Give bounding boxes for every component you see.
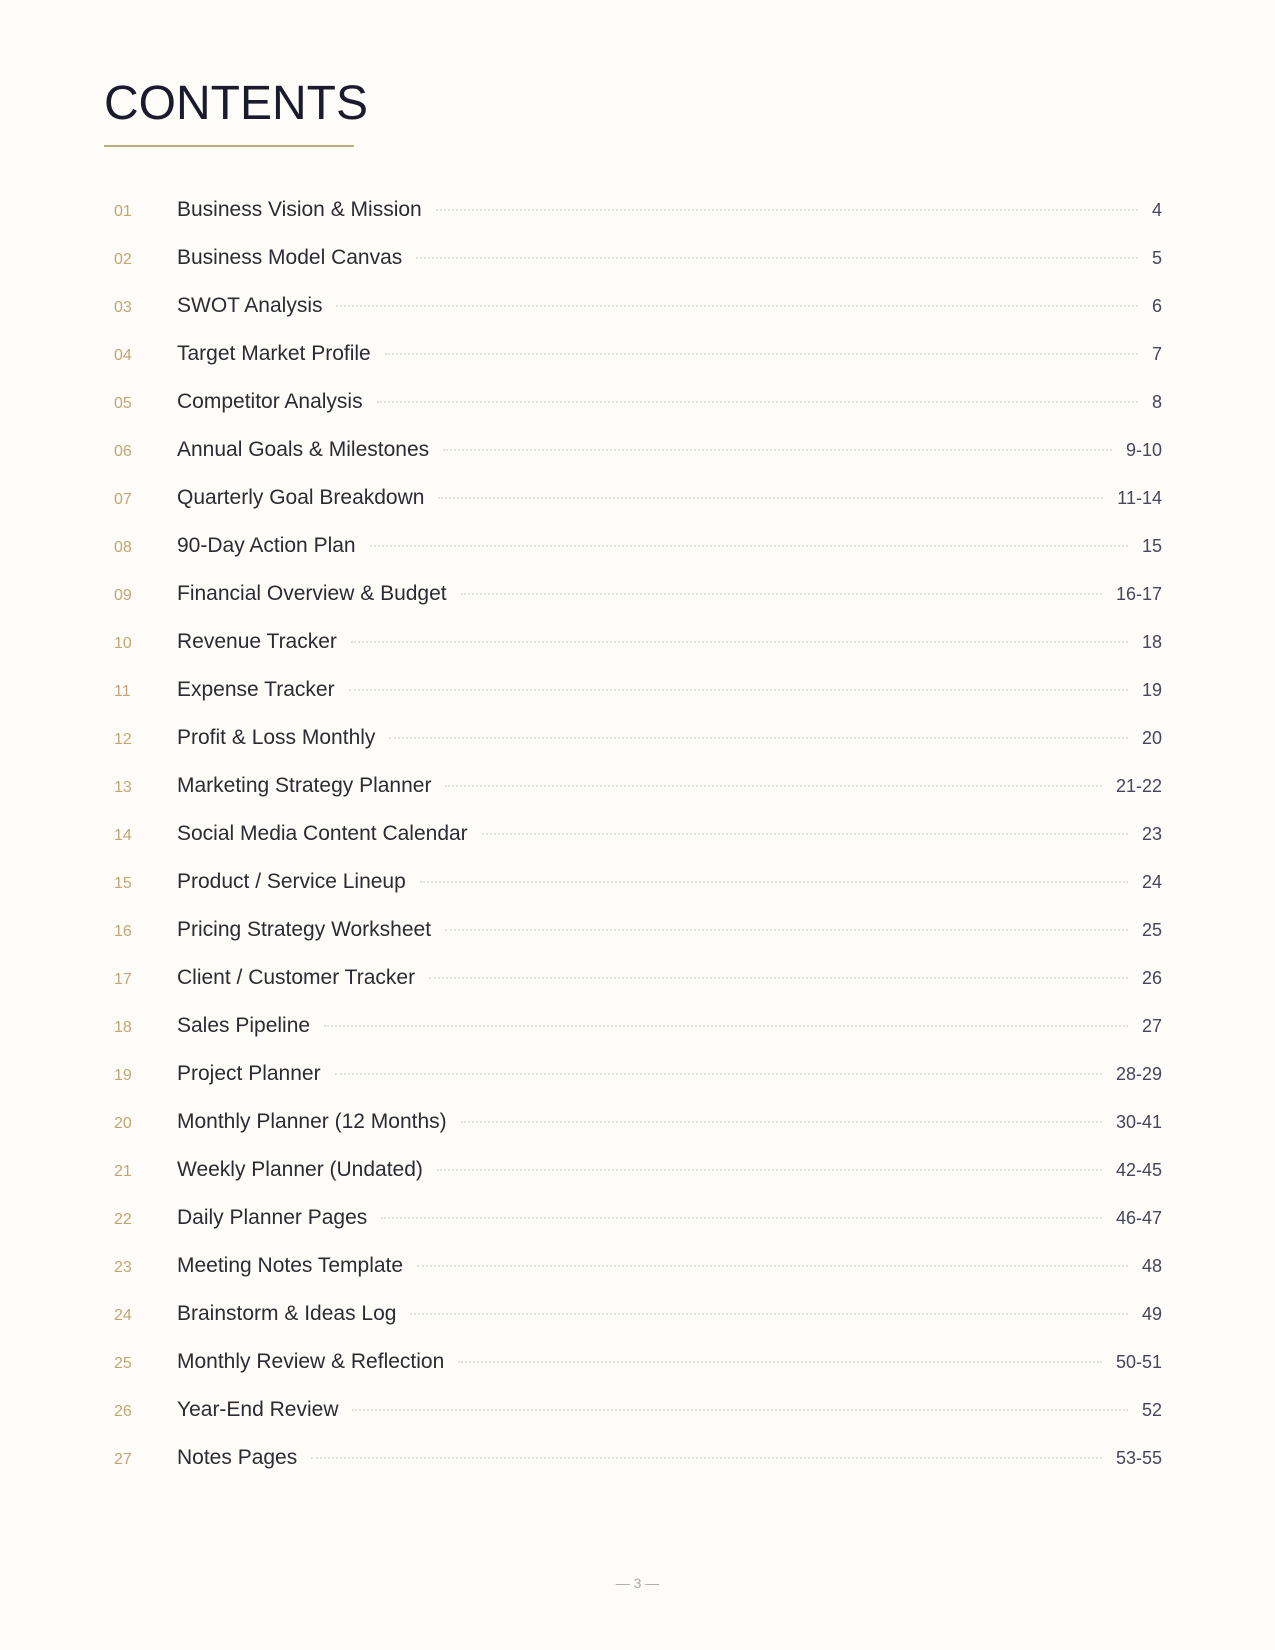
toc-entry[interactable] [104,1062,1162,1110]
toc-entry-number: 25 [114,1355,132,1372]
dot-leader [438,497,1103,499]
toc-entry[interactable] [104,246,1162,294]
dot-leader [385,353,1138,355]
toc-entry[interactable] [104,198,1162,246]
table-of-contents [104,198,1162,1494]
toc-entry[interactable] [104,1206,1162,1254]
toc-entry[interactable] [104,726,1162,774]
toc-entry-title: Profit & Loss Monthly [177,726,376,749]
toc-entry[interactable] [104,342,1162,390]
toc-entry-title: Daily Planner Pages [177,1206,368,1229]
toc-entry[interactable] [104,1350,1162,1398]
toc-entry-page: 20 [1141,728,1162,748]
toc-entry-number: 12 [114,731,132,748]
toc-entry-number: 26 [114,1403,132,1420]
toc-entry-page: 50-51 [1115,1352,1162,1372]
toc-entry-title: Expense Tracker [177,678,335,701]
toc-entry-page: 52 [1141,1400,1162,1420]
toc-entry[interactable] [104,486,1162,534]
toc-entry-number: 14 [114,827,132,844]
dot-leader [351,641,1128,643]
toc-entry-number: 08 [114,539,132,556]
page-title: CONTENTS [104,77,368,130]
dot-leader [352,1409,1127,1411]
dot-leader [417,1265,1128,1267]
toc-entry[interactable] [104,630,1162,678]
toc-entry-title: Annual Goals & Milestones [177,438,430,461]
dot-leader [436,209,1138,211]
toc-entry[interactable] [104,822,1162,870]
toc-entry[interactable] [104,774,1162,822]
toc-entry-number: 11 [114,683,131,700]
toc-entry-title: Business Model Canvas [177,246,403,269]
toc-entry-number: 17 [114,971,132,988]
contents-header [104,78,368,147]
dot-leader [381,1217,1102,1219]
toc-entry-number: 19 [114,1067,132,1084]
toc-entry-title: Brainstorm & Ideas Log [177,1302,397,1325]
toc-entry-title: Client / Customer Tracker [177,966,416,989]
toc-entry-page: 27 [1141,1016,1162,1036]
toc-entry-page: 26 [1141,968,1162,988]
dot-leader [377,401,1138,403]
toc-entry-page: 48 [1141,1256,1162,1276]
dot-leader [349,689,1128,691]
dot-leader [429,977,1128,979]
dot-leader [324,1025,1128,1027]
toc-entry-page: 42-45 [1115,1160,1162,1180]
dot-leader [370,545,1128,547]
toc-entry[interactable] [104,1302,1162,1350]
toc-entry[interactable] [104,678,1162,726]
toc-entry-title: Social Media Content Calendar [177,822,468,845]
toc-entry-number: 16 [114,923,132,940]
toc-entry-number: 20 [114,1115,132,1132]
dot-leader [461,593,1102,595]
toc-entry-title: SWOT Analysis [177,294,323,317]
toc-entry-number: 27 [114,1451,132,1468]
toc-entry-number: 15 [114,875,132,892]
toc-entry-page: 24 [1141,872,1162,892]
toc-entry-number: 09 [114,587,132,604]
toc-entry-title: Target Market Profile [177,342,371,365]
toc-entry-number: 05 [114,395,132,412]
dot-leader [458,1361,1102,1363]
toc-entry-title: Monthly Planner (12 Months) [177,1110,447,1133]
toc-entry-page: 46-47 [1115,1208,1162,1228]
toc-entry-number: 10 [114,635,132,652]
toc-entry-title: Year-End Review [177,1398,339,1421]
toc-entry-title: Quarterly Goal Breakdown [177,486,425,509]
toc-entry-number: 07 [114,491,132,508]
page-number: — 3 — [615,1575,660,1591]
toc-entry[interactable] [104,918,1162,966]
toc-entry-title: Project Planner [177,1062,321,1085]
toc-entry-title: Marketing Strategy Planner [177,774,432,797]
toc-entry-page: 18 [1141,632,1162,652]
toc-entry-page: 28-29 [1115,1064,1162,1084]
toc-entry-number: 06 [114,443,132,460]
dot-leader [443,449,1112,451]
toc-entry-number: 03 [114,299,132,316]
toc-entry[interactable] [104,1446,1162,1494]
toc-entry-title: Weekly Planner (Undated) [177,1158,423,1181]
toc-entry-page: 6 [1151,296,1162,316]
toc-entry-page: 53-55 [1115,1448,1162,1468]
toc-entry[interactable] [104,1110,1162,1158]
toc-entry[interactable] [104,870,1162,918]
toc-entry-page: 15 [1141,536,1162,556]
toc-entry-number: 22 [114,1211,132,1228]
toc-entry[interactable] [104,1254,1162,1302]
toc-entry-title: Notes Pages [177,1446,298,1469]
toc-entry-number: 04 [114,347,132,364]
toc-entry[interactable] [104,294,1162,342]
toc-entry-page: 21-22 [1115,776,1162,796]
toc-entry-page: 4 [1151,200,1162,220]
toc-entry-title: Financial Overview & Budget [177,582,447,605]
toc-entry-page: 16-17 [1115,584,1162,604]
title-underline [104,145,354,147]
toc-entry[interactable] [104,582,1162,630]
toc-entry-title: 90-Day Action Plan [177,534,356,557]
toc-entry-number: 24 [114,1307,132,1324]
dot-leader [437,1169,1102,1171]
toc-entry[interactable] [104,1158,1162,1206]
dot-leader [445,929,1128,931]
toc-entry[interactable] [104,534,1162,582]
toc-entry-title: Product / Service Lineup [177,870,406,893]
toc-entry-title: Monthly Review & Reflection [177,1350,445,1373]
dot-leader [336,305,1138,307]
toc-entry-title: Sales Pipeline [177,1014,311,1037]
toc-entry-number: 13 [114,779,132,796]
toc-entry[interactable] [104,390,1162,438]
toc-entry-page: 7 [1151,344,1162,364]
toc-entry-title: Business Vision & Mission [177,198,422,221]
toc-entry[interactable] [104,1398,1162,1446]
dot-leader [410,1313,1128,1315]
dot-leader [311,1457,1102,1459]
toc-entry[interactable] [104,966,1162,1014]
toc-entry-title: Pricing Strategy Worksheet [177,918,432,941]
toc-entry-number: 18 [114,1019,132,1036]
dot-leader [416,257,1138,259]
toc-entry-number: 01 [114,203,132,220]
toc-entry-number: 21 [114,1163,132,1180]
dot-leader [445,785,1101,787]
dot-leader [461,1121,1102,1123]
dot-leader [389,737,1128,739]
toc-entry-page: 19 [1141,680,1162,700]
toc-entry-page: 5 [1151,248,1162,268]
toc-entry-page: 9-10 [1125,440,1162,460]
toc-entry-number: 02 [114,251,132,268]
toc-entry-title: Meeting Notes Template [177,1254,404,1277]
toc-entry-page: 8 [1151,392,1162,412]
toc-entry-number: 23 [114,1259,132,1276]
toc-entry[interactable] [104,1014,1162,1062]
dot-leader [335,1073,1102,1075]
toc-entry-page: 30-41 [1115,1112,1162,1132]
dot-leader [420,881,1128,883]
toc-entry-page: 11-14 [1117,488,1162,508]
toc-entry-title: Revenue Tracker [177,630,337,653]
toc-entry-page: 23 [1141,824,1162,844]
toc-entry-title: Competitor Analysis [177,390,363,413]
toc-entry[interactable] [104,438,1162,486]
dot-leader [482,833,1128,835]
toc-entry-page: 49 [1141,1304,1162,1324]
toc-entry-page: 25 [1141,920,1162,940]
